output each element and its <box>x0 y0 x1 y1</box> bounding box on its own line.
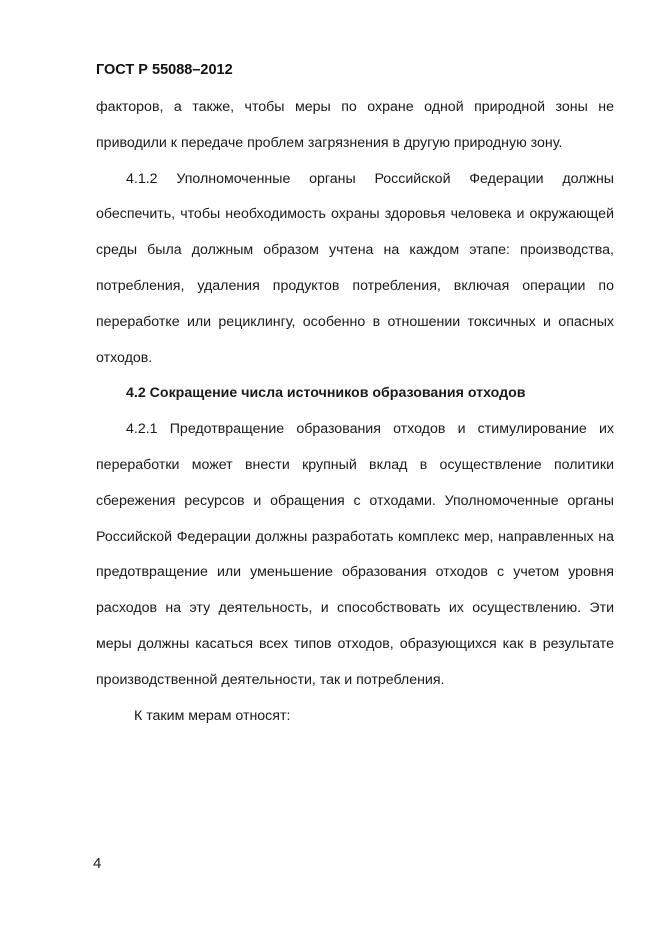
paragraph-4-1-2: 4.1.2 Уполномоченные органы Российской Федерации должны обеспечить, чтобы необходимость охраны здоровья человека и окружающей среды была должным образом учтена на каждом этапе: производства, потребления, удаления продуктов потребления, включая операции по переработке или рециклингу, особенно в отношении токсичных и опасных отходов. <box>96 170 614 366</box>
paragraph-continuation: факторов, а также, чтобы меры по охране одной природной зоны не приводили к передаче проблем загрязнения в другую природную зону. <box>96 99 614 151</box>
document-header: ГОСТ Р 55088–2012 <box>96 62 233 78</box>
paragraph-4-2-1: 4.2.1 Предотвращение образования отходов и стимулирование их переработки может внести крупный вклад в осуществление политики сбережения ресурсов и обращения с отходами. Уполномоченные органы Российской Федерации должны разработать комплекс мер, направленных на предотвращение или уменьшение образования отходов с учетом уровня расходов на эту деятельность, и способствовать их осуществлению. Эти меры должны касаться всех типов отходов, образующихся как в результате производственной деятельности, так и потребления. <box>96 421 614 688</box>
paragraph-measures-intro: К таким мерам относят: <box>134 707 291 724</box>
section-heading-4-2: 4.2 Сокращение числа источников образования отходов <box>126 385 526 402</box>
page-number: 4 <box>93 855 102 872</box>
document-body <box>96 90 614 734</box>
